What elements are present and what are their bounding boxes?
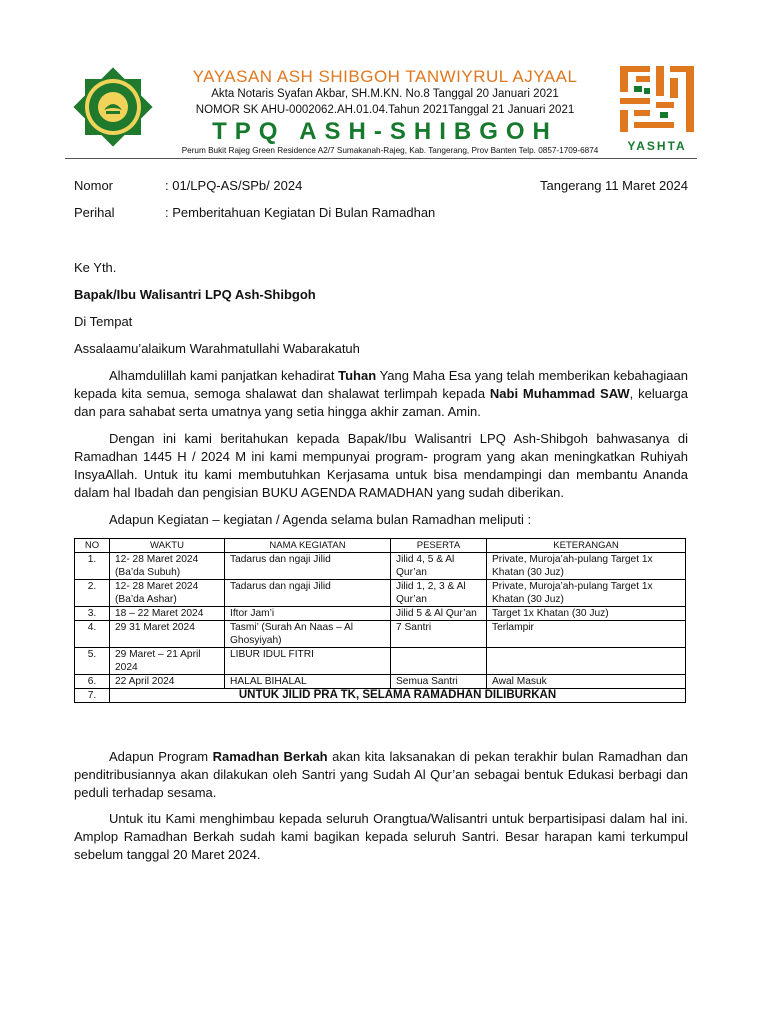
greeting: Assalaamu’alaikum Warahmatullahi Wabarakatuh	[74, 341, 360, 356]
col-header-nama-kegiatan: NAMA KEGIATAN	[225, 539, 391, 553]
paragraph-appeal: Untuk itu Kami menghimbau kepada seluruh Orangtua/Walisantri untuk berpartisipasi dalam hal ini. Amplop Ramadhan Berkah sudah kami bagikan kepada seluruh Santri. Besar harapan kami terkumpul sebelum tanggal 20 Maret 2024.	[74, 811, 688, 862]
nomor-label: Nomor	[74, 178, 114, 193]
yashta-logo-text: YASHTA	[627, 139, 687, 153]
foundation-name: YAYASAN ASH SHIBGOH TANWIYRUL AJYAAL	[192, 67, 578, 86]
table-row	[75, 675, 686, 689]
notary-deed: Akta Notaris Syafan Akbar, SH.M.KN. No.8 Tanggal 20 Januari 2021	[211, 88, 559, 100]
nomor-value: : 01/LPQ-AS/SPb/ 2024	[165, 178, 303, 193]
col-header-no: NO	[75, 539, 110, 553]
table-row	[75, 580, 686, 607]
header-divider	[65, 158, 697, 159]
paragraph-agenda-intro: Adapun Kegiatan – kegiatan / Agenda selama bulan Ramadhan meliputi :	[109, 512, 532, 527]
table-row	[75, 553, 686, 580]
cell-waktu: 12- 28 Maret 2024 (Ba’da Subuh)	[110, 553, 225, 580]
recipient-place: Di Tempat	[74, 314, 133, 329]
cell-peserta: Jilid 1, 2, 3 & Al Qur’an	[391, 580, 487, 607]
agenda-table	[74, 538, 686, 703]
col-header-peserta: PESERTA	[391, 539, 487, 553]
cell-peserta: 7 Santri	[391, 621, 487, 648]
cell-peserta: Semua Santri	[391, 675, 487, 689]
school-address: Perum Bukit Rajeg Green Residence A2/7 Sumakanah-Rajeg, Kab. Tangerang, Prov Banten Telp. 0857-1709-6874	[181, 146, 599, 155]
perihal-value: : Pemberitahuan Kegiatan Di Bulan Ramadhan	[165, 205, 436, 220]
cell-nama: Tasmi’ (Surah An Naas – Al Ghosyiyah)	[225, 621, 391, 648]
col-header-keterangan: KETERANGAN	[487, 539, 686, 553]
col-header-waktu: WAKTU	[110, 539, 225, 553]
cell-peserta: Jilid 4, 5 & Al Qur’an	[391, 553, 487, 580]
cell-waktu: 29 Maret – 21 April 2024	[110, 648, 225, 675]
cell-peserta: Jilid 5 & Al Qur’an	[391, 607, 487, 621]
paragraph-announcement: Dengan ini kami beritahukan kepada Bapak/Ibu Walisantri LPQ Ash-Shibgoh bahwasanya di Ramadhan 1445 H / 2024 M ini kami mempunyai program- program yang akan meningkatkan Ruhiyah InsyaAllah. Untuk itu kami membutuhkan Kerjasama untuk bisa mendampingi dan membantu Ananda dalam hal Ibadah dan pengisian BUKU AGENDA RAMADHAN yang sudah diberikan.	[74, 431, 688, 500]
cell-no: 3.	[75, 607, 110, 621]
paragraph-ramadhan-berkah: Adapun Program Ramadhan Berkah akan kita laksanakan di pekan terakhir bulan Ramadhan dan penditribusiannya akan dilakukan oleh Santri yang Sudah Al Qur’an sebagai bentuk Edukasi berbagi dan peduli terhadap sesama.	[74, 749, 688, 800]
yashta-logo	[614, 62, 700, 154]
cell-nama: Tadarus dan ngaji Jilid	[225, 553, 391, 580]
cell-no: 1.	[75, 553, 110, 580]
cell-waktu: 29 31 Maret 2024	[110, 621, 225, 648]
cell-keterangan: Target 1x Khatan (30 Juz)	[487, 607, 686, 621]
cell-no: 7.	[75, 689, 110, 703]
cell-no: 4.	[75, 621, 110, 648]
foundation-seal-logo	[70, 64, 156, 150]
cell-no: 5.	[75, 648, 110, 675]
table-header-row	[75, 539, 686, 553]
letter-date: Tangerang 11 Maret 2024	[540, 178, 688, 193]
recipient-to: Ke Yth.	[74, 260, 117, 275]
cell-nama: HALAL BIHALAL	[225, 675, 391, 689]
cell-nama: LIBUR IDUL FITRI	[225, 648, 391, 675]
cell-waktu: 18 – 22 Maret 2024	[110, 607, 225, 621]
cell-keterangan: Private, Muroja’ah-pulang Target 1x Khatan (30 Juz)	[487, 580, 686, 607]
cell-peserta	[391, 648, 487, 675]
recipient-name: Bapak/Ibu Walisantri LPQ Ash-Shibgoh	[74, 287, 316, 302]
table-row-merged	[75, 689, 686, 703]
decree-number: NOMOR SK AHU-0002062.AH.01.04.Tahun 2021Tanggal 21 Januari 2021	[195, 104, 575, 116]
cell-no: 6.	[75, 675, 110, 689]
paragraph-opening: Alhamdulillah kami panjatkan kehadirat Tuhan Yang Maha Esa yang telah memberikan kebahagiaan kepada kita semua, semoga shalawat dan shalawat terlimpah kepada Nabi Muhammad SAW, keluarga dan para sahabat serta umatnya yang setia hingga akhir zaman. Amin.	[74, 368, 688, 419]
table-row	[75, 621, 686, 648]
school-name: TPQ ASH-SHIBGOH	[212, 118, 558, 145]
cell-keterangan: Terlampir	[487, 621, 686, 648]
cell-pra-tk-notice: UNTUK JILID PRA TK, SELAMA RAMADHAN DILIBURKAN	[110, 689, 686, 703]
cell-nama: Tadarus dan ngaji Jilid	[225, 580, 391, 607]
cell-keterangan	[487, 648, 686, 675]
cell-waktu: 22 April 2024	[110, 675, 225, 689]
cell-waktu: 12- 28 Maret 2024 (Ba’da Ashar)	[110, 580, 225, 607]
perihal-label: Perihal	[74, 205, 115, 220]
table-row	[75, 607, 686, 621]
cell-keterangan: Private, Muroja’ah-pulang Target 1x Khatan (30 Juz)	[487, 553, 686, 580]
table-row	[75, 648, 686, 675]
cell-no: 2.	[75, 580, 110, 607]
cell-nama: Iftor Jam’i	[225, 607, 391, 621]
cell-keterangan: Awal Masuk	[487, 675, 686, 689]
